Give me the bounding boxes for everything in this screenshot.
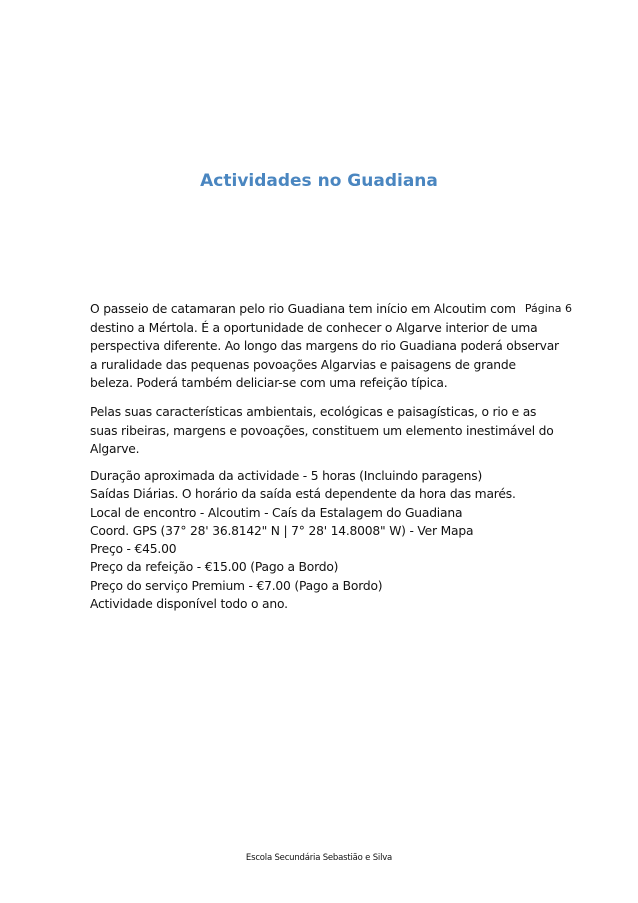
intro-paragraph: O passeio de catamaran pelo rio Guadiana tem início em Alcoutim com destino a Mértola. É a oportunidade de conhecer o Algarve interior de uma perspectiva diferente. Ao longo das margens do rio Guadiana poderá observar a ruralidade das pequenas povoações Algarvias e paisagens de grande beleza. Poderá também deliciar-se com uma refeição típica. [90,302,559,390]
detail-availability: Actividade disponível todo o ano. [90,597,288,612]
characteristics-paragraph: Pelas suas características ambientais, ecológicas e paisagísticas, o rio e as suas ribeiras, margens e povoações, constituem um elemento inestimável do Algarve. [90,405,554,456]
detail-duration: Duração aproximada da actividade - 5 horas (Incluindo paragens) [90,469,483,483]
activity-details [90,467,560,613]
page-number: Página 6 [520,300,572,317]
detail-departures: Saídas Diárias. O horário da saída está dependente da hora das marés. [90,487,516,502]
detail-meal-price: Preço da refeição - €15.00 (Pago a Bordo) [90,560,339,575]
detail-meeting-point: Local de encontro - Alcoutim - Caís da Estalagem do Guadiana [90,505,463,520]
page-footer: Escola Secundária Sebastião e Silva [245,853,393,863]
page-title: Actividades no Guadiana [200,171,438,191]
detail-premium-price: Preço do serviço Premium - €7.00 (Pago a Bordo) [90,578,383,593]
detail-price: Preço - €45.00 [90,542,177,557]
detail-gps-coordinates: Coord. GPS (37° 28' 36.8142" N | 7° 28' 14.8008" W) - Ver Mapa [90,523,474,538]
